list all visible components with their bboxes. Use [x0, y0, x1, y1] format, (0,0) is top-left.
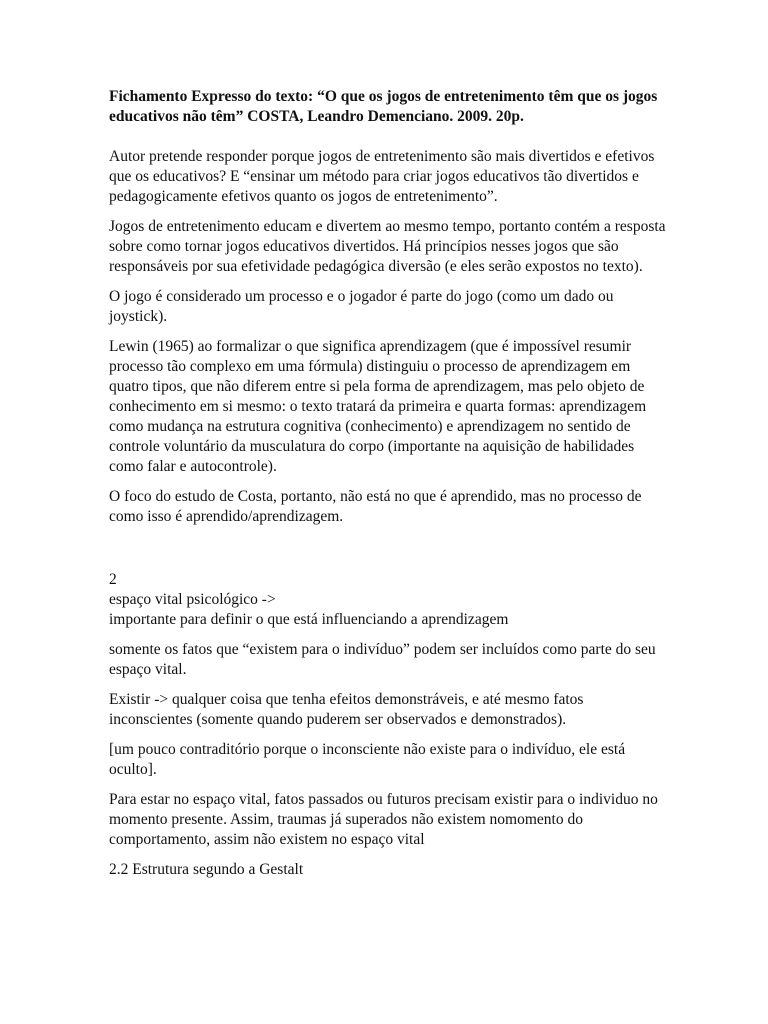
paragraph-existir: Existir -> qualquer coisa que tenha efeitos demonstráveis, e até mesmo fatos inconscientes (somente quando puderem ser observados e demonstrados). — [109, 691, 584, 728]
paragraph-focus: O foco do estudo de Costa, portanto, não está no que é aprendido, mas no processo de como isso é aprendido/aprendizagem. — [109, 488, 642, 525]
paragraph-lewin: Lewin (1965) ao formalizar o que significa aprendizagem (que é impossível resumir processo tão complexo em uma fórmula) distinguiu o processo de aprendizagem em quatro tipos, que não diferem entre si pela forma de aprendizagem, mas pelo objeto de conhecimento em si mesmo: o texto tratará da primeira e quarta formas: aprendizagem como mudança na estrutura cognitiva (conhecimento) e aprendizagem no sentido de controle voluntário da musculatura do corpo (importante na aquisição de habilidades como falar e autocontrole). — [109, 338, 647, 475]
paragraph-vital-space: Para estar no espaço vital, fatos passados ou futuros precisam existir para o individuo no momento presente. Assim, traumas já superados não existem nomomento do comportamento, assim não existem no espaço vital — [109, 791, 658, 848]
section-topic-detail: importante para definir o que está influenciando a aprendizagem — [109, 611, 509, 628]
paragraph-objective: Autor pretende responder porque jogos de entretenimento são mais divertidos e efetivos que os educativos? E “ensinar um método para criar jogos educativos tão divertidos e pedagogicamente efetivos quanto os jogos de entretenimento”. — [109, 148, 655, 205]
paragraph-existing-facts: somente os fatos que “existem para o indivíduo” podem ser incluídos como parte do seu espaço vital. — [109, 641, 656, 678]
paragraph-entertainment-games: Jogos de entretenimento educam e divertem ao mesmo tempo, portanto contém a resposta sobre como tornar jogos educativos divertidos. Há princípios nesses jogos que são responsáveis por sua efetividade pedagógica diversão (e eles serão expostos no texto). — [109, 218, 666, 275]
section-spacer — [109, 537, 669, 570]
subheading-gestalt: 2.2 Estrutura segundo a Gestalt — [109, 861, 304, 878]
document-page — [109, 87, 669, 890]
paragraph-contradiction-note: [um pouco contraditório porque o inconsciente não existe para o indivíduo, ele está oculto]. — [109, 741, 626, 778]
paragraph-game-process: O jogo é considerado um processo e o jogador é parte do jogo (como um dado ou joystick). — [109, 288, 614, 325]
section-number: 2 — [109, 571, 117, 588]
section-topic-line: espaço vital psicológico -> — [109, 591, 276, 608]
document-title: Fichamento Expresso do texto: “O que os jogos de entretenimento têm que os jogos educativos não têm” COSTA, Leandro Demenciano. 2009. 20p. — [109, 88, 658, 125]
